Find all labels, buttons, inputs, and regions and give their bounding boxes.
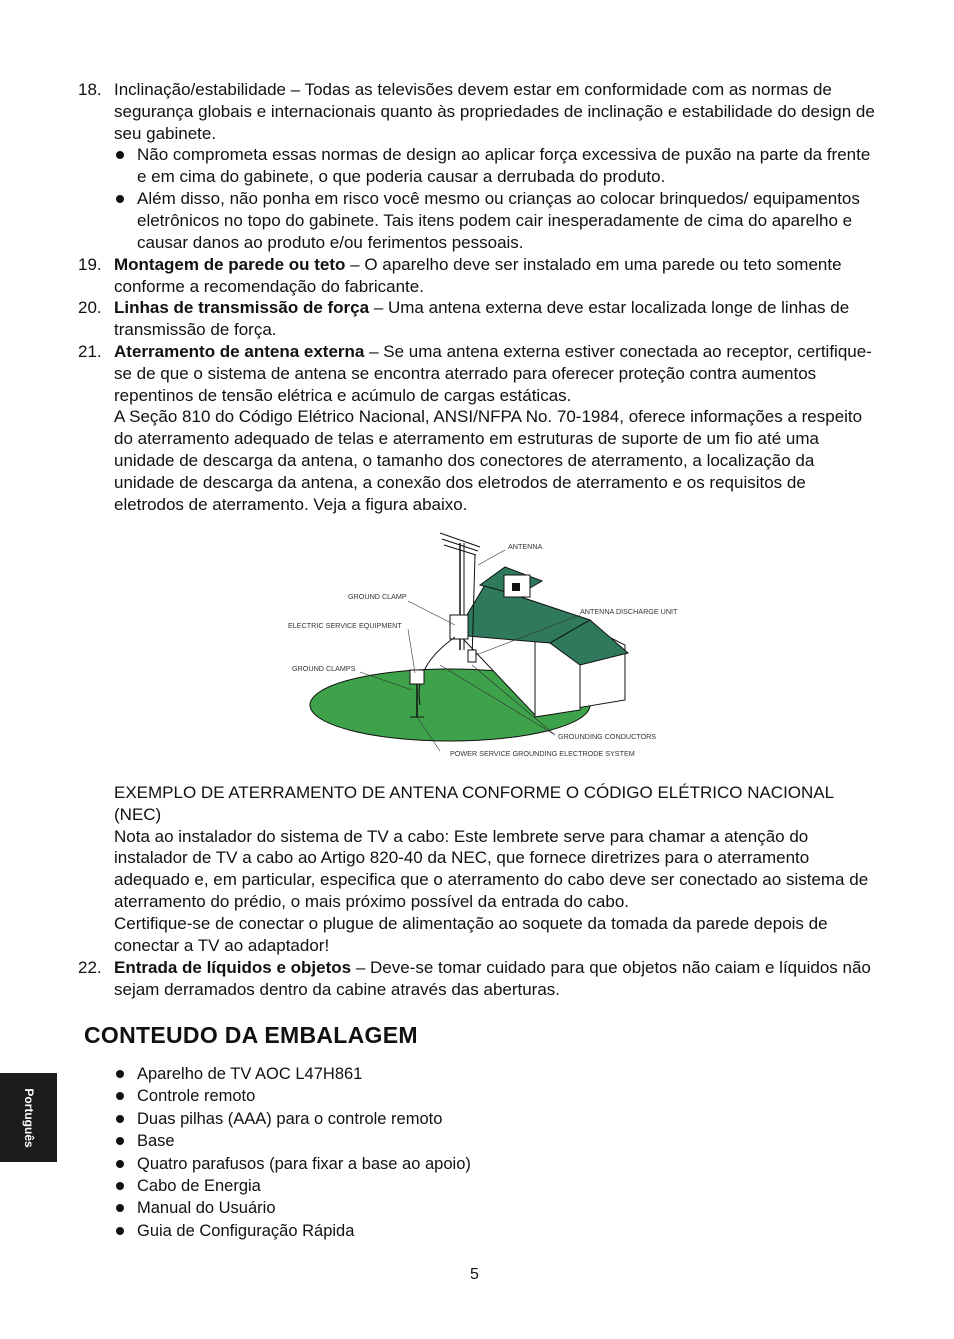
list-item: Manual do Usuário — [114, 1197, 471, 1219]
list-item-20 — [78, 297, 878, 341]
installer-note: Nota ao instalador do sistema de TV a cabo: Este lembrete serve para chamar a atenção do instalador de TV a cabo ao Artigo 820-40 da NEC, que fornece diretrizes para o aterramento adequado e, em particular, especifica que o aterramento do cabo deve ser conectado ao sistema de aterramento do prédio, o mais próximo possível da entrada do cabo. — [114, 826, 869, 911]
item-number: 19. — [78, 255, 102, 274]
item-text: – Se uma antena externa estiver conectada ao receptor, certifique-se de que o sistema de antena se encontra aterrado para oferecer proteção contra aumentos repentinos de tensão elétrica e acúmulo de cargas estáticas. — [114, 342, 872, 405]
section-title: CONTEUDO DA EMBALAGEM — [84, 1022, 418, 1048]
plug-note: Certifique-se de conectar o plugue de alimentação ao soquete da tomada da parede depois de conectar a TV ao adaptador! — [114, 913, 828, 955]
page-number: 5 — [470, 1266, 479, 1283]
item-number: 20. — [78, 298, 102, 317]
label-power-service: POWER SERVICE GROUNDING ELECTRODE SYSTEM — [450, 749, 635, 758]
item-number: 18. — [78, 80, 102, 99]
leader-ground-clamp — [408, 601, 455, 625]
figure-notes — [114, 782, 884, 956]
label-grounding-conductors: GROUNDING CONDUCTORS — [558, 732, 657, 741]
item-number: 21. — [78, 342, 102, 361]
list-item: Cabo de Energia — [114, 1175, 471, 1197]
discharge-unit-box — [468, 650, 476, 662]
service-box — [450, 615, 468, 639]
label-ground-clamp: GROUND CLAMP — [348, 592, 407, 601]
label-antenna: ANTENNA — [508, 542, 543, 551]
list-item: Guia de Configuração Rápida — [114, 1220, 471, 1242]
item-text: – Deve-se tomar cuidado para que objetos não caiam e líquidos não sejam derramados dentro da cabine através das aberturas. — [114, 958, 871, 999]
item-title: Montagem de parede ou teto — [114, 255, 346, 274]
leader-antenna — [478, 550, 505, 565]
list-item-21 — [78, 341, 878, 515]
list-item: Quatro parafusos (para fixar a base ao apoio) — [114, 1153, 471, 1175]
label-discharge-unit: ANTENNA DISCHARGE UNIT — [580, 607, 678, 616]
list-item-18 — [78, 79, 878, 253]
list-item-22 — [78, 957, 878, 1001]
item-title: Aterramento de antena externa — [114, 342, 365, 361]
item-title: Entrada de líquidos e objetos — [114, 958, 352, 977]
item-text: Inclinação/estabilidade – Todas as televisões devem estar em conformidade com as normas de segurança globais e internacionais quanto às propriedades de inclinação e estabilidade do design de seu gabinete. — [114, 80, 875, 143]
item-text-2: A Seção 810 do Código Elétrico Nacional, ANSI/NFPA No. 70-1984, oferece informações a respeito do aterramento adequado de telas e aterramento em estruturas de suporte de um fio até uma unidade de descarga da antena, o tamanho dos conectores de aterramento, a localização da unidade de descarga da antena, a conexão dos eletrodos de aterramento e os requisitos de eletrodos de aterramento. Veja a figura abaixo. — [114, 407, 863, 514]
item-text: – O aparelho deve ser instalado em uma parede ou teto somente conforme a recomendação do fabricante. — [114, 255, 842, 296]
language-tab — [0, 1073, 57, 1162]
list-item: Controle remoto — [114, 1085, 471, 1107]
antenna-grounding-figure — [280, 525, 690, 765]
item-number: 22. — [78, 958, 102, 977]
list-item: Base — [114, 1130, 471, 1152]
dormer-window — [512, 583, 520, 591]
figure-caption: EXEMPLO DE ATERRAMENTO DE ANTENA CONFORME O CÓDIGO ELÉTRICO NACIONAL (NEC) — [114, 783, 834, 824]
language-label: Português — [21, 1087, 36, 1148]
bullet-item: Não comprometa essas normas de design ao aplicar força excessiva de puxão na parte da frente e em cima do gabinete, o que poderia causar a derrubada do produto. — [114, 144, 878, 188]
label-electric-service: ELECTRIC SERVICE EQUIPMENT — [288, 621, 402, 630]
package-list — [114, 1063, 471, 1242]
list-item-19 — [78, 254, 878, 298]
meter-box — [410, 670, 424, 684]
item-title: Linhas de transmissão de força — [114, 298, 370, 317]
leader-electric-service — [408, 629, 415, 673]
list-item: Aparelho de TV AOC L47H861 — [114, 1063, 471, 1085]
label-ground-clamps: GROUND CLAMPS — [292, 664, 356, 673]
list-item: Duas pilhas (AAA) para o controle remoto — [114, 1108, 471, 1130]
item-text: – Uma antena externa deve estar localizada longe de linhas de transmissão de força. — [114, 298, 850, 339]
bullet-item: Além disso, não ponha em risco você mesmo ou crianças ao colocar brinquedos/ equipamentos eletrônicos no topo do gabinete. Tais itens podem cair inesperadamente de cima do aparelho e causar danos ao produto e/ou ferimentos pessoais. — [114, 188, 878, 253]
